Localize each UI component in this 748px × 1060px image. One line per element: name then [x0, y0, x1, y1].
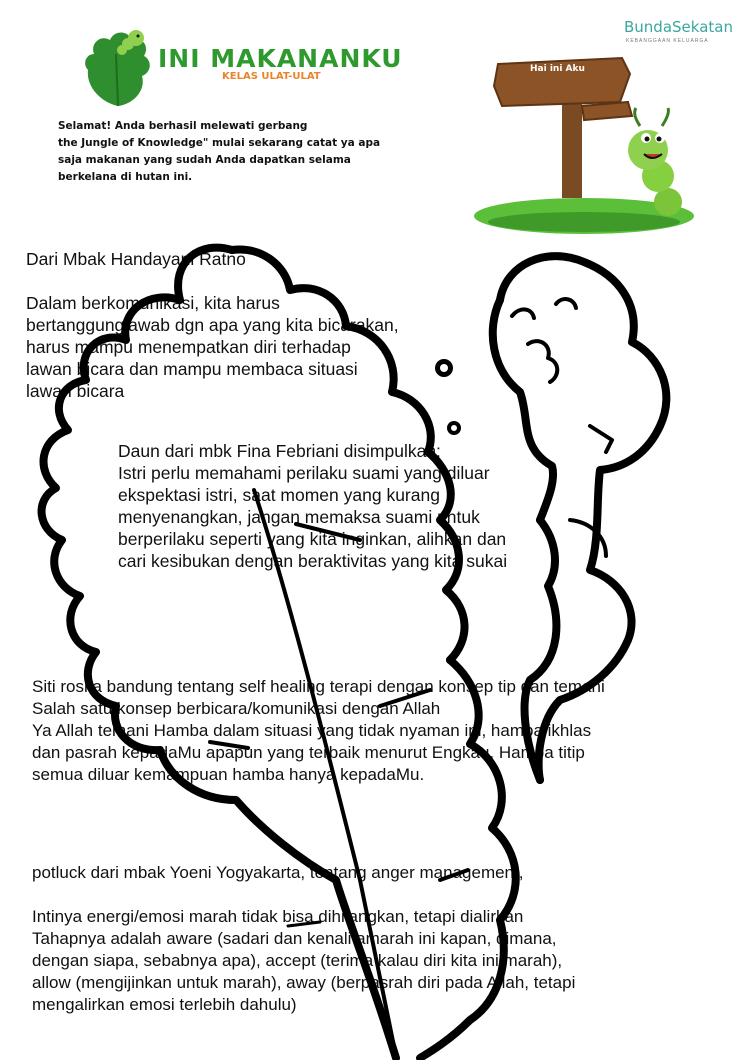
note-line: Intinya energi/emosi marah tidak bisa dihilangkan, tetapi dialirkan	[32, 907, 524, 926]
brand-tagline: KEBANGGAAN KELUARGA	[626, 38, 709, 44]
note-line	[32, 884, 575, 906]
intro-line: Selamat! Anda berhasil melewati gerbang	[58, 120, 308, 132]
leaf-logo-icon	[80, 24, 160, 110]
note-line: dengan siapa, sebabnya apa), accept (terima kalau diri kita ini marah),	[32, 951, 563, 970]
note-line: menyenangkan, jangan memaksa suami untuk	[118, 507, 480, 527]
note-line: Tahapnya adalah aware (sadari dan kenali amarah ini kapan, dimana,	[32, 929, 557, 948]
page-title: INI MAKANANKU	[158, 44, 403, 73]
note-fina	[118, 440, 507, 572]
note-line: allow (mengijinkan untuk marah), away (berpasrah diri pada Allah, tetapi	[32, 973, 576, 992]
note-handayani	[26, 248, 399, 402]
sign-label: Hai ini Aku	[530, 64, 585, 74]
note-siti	[32, 676, 605, 786]
brand-name: BundaSekatan	[624, 18, 733, 36]
note-yoeni	[32, 862, 575, 1016]
note-line: Siti rosita bandung tentang self healing terapi dengan konsep tip dan temani	[32, 677, 605, 696]
page-subtitle: KELAS ULAT-ULAT	[222, 71, 321, 82]
note-line: Salah satu konsep berbicara/komunikasi dengan Allah	[32, 699, 441, 718]
note-line: lawan bicara dan mampu membaca situasi	[26, 359, 358, 379]
intro-line: saja makanan yang sudah Anda dapatkan selama	[58, 154, 351, 166]
note-line: Istri perlu memahami perilaku suami yang diluar	[118, 463, 490, 483]
note-line: harus mampu menempatkan diri terhadap	[26, 337, 351, 357]
note-line: ekspektasi istri, saat momen yang kurang	[118, 485, 440, 505]
note-line	[26, 270, 399, 292]
note-line: Daun dari mbk Fina Febriani disimpulkan:	[118, 441, 441, 461]
note-line: cari kesibukan dengan beraktivitas yang kita sukai	[118, 551, 508, 571]
note-line: mengalirkan emosi terlebih dahulu)	[32, 995, 297, 1014]
note-line: Dari Mbak Handayani Ratno	[26, 249, 246, 269]
intro-text	[58, 118, 438, 186]
intro-line: the Jungle of Knowledge" mulai sekarang catat ya apa	[58, 137, 381, 149]
note-line: potluck dari mbak Yoeni Yogyakarta, tentang anger management,	[32, 863, 524, 882]
note-line: semua diluar kemampuan hamba hanya kepadaMu.	[32, 765, 425, 784]
note-line: Dalam berkomunikasi, kita harus	[26, 293, 280, 313]
signpost-illustration	[472, 50, 702, 234]
note-line: dan pasrah kepadaMu apapun yang terbaik menurut Engkau. Hamba titip	[32, 743, 585, 762]
note-line: Ya Allah temani Hamba dalam situasi yang tidak nyaman ini, hamba ikhlas	[32, 721, 592, 740]
note-line: bertanggungjawab dgn apa yang kita bicarakan,	[26, 315, 399, 335]
note-line: berperilaku seperti yang kita inginkan, alihkan dan	[118, 529, 507, 549]
intro-line: berkelana di hutan ini.	[58, 171, 193, 183]
note-line: lawan bicara	[26, 381, 125, 401]
